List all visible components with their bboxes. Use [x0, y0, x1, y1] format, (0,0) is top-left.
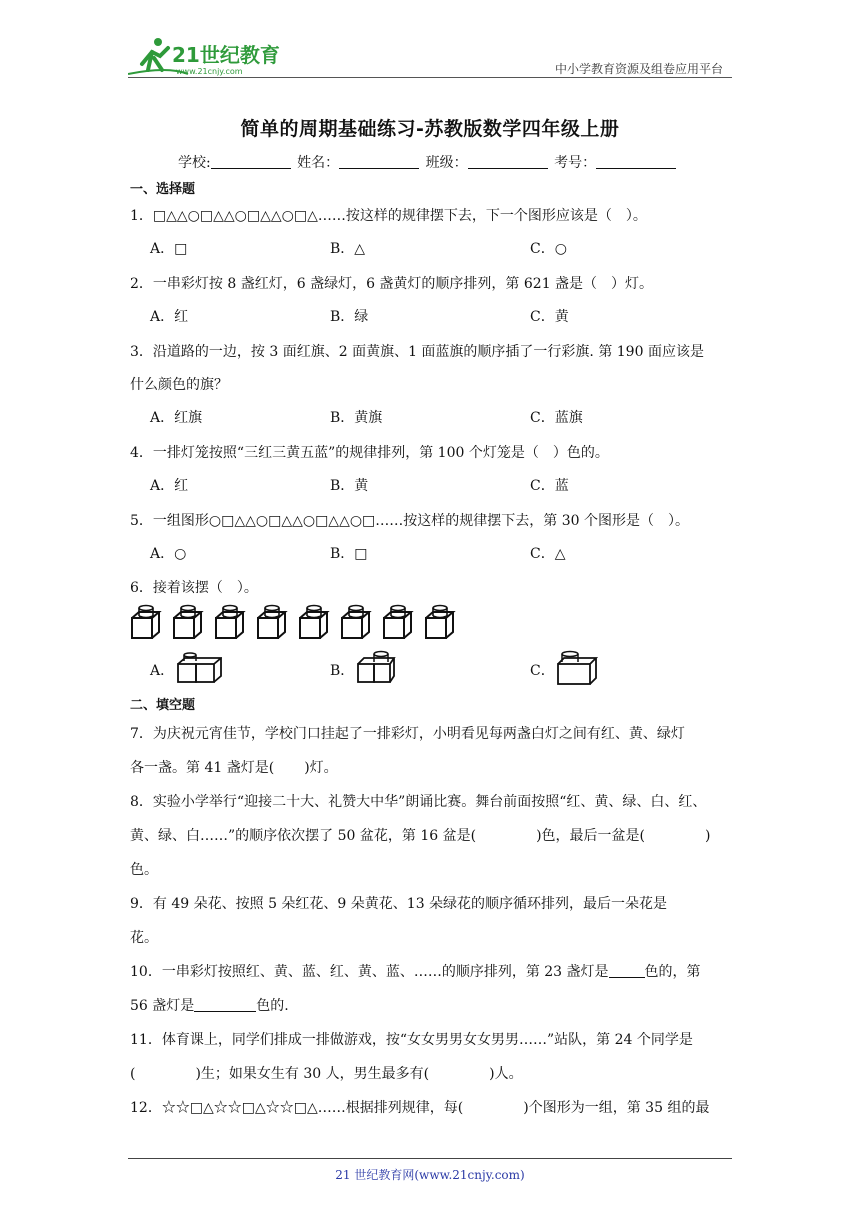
- page-title: 简单的周期基础练习-苏教版数学四年级上册: [240, 118, 620, 140]
- q2-option-c[interactable]: C．黄: [530, 309, 569, 325]
- student-info: [178, 152, 678, 172]
- question-12-line-1: 12．☆☆□△☆☆□△☆☆□△……根据排列规律，每( )个图形为一组，第 35 组的最: [130, 1100, 710, 1116]
- q6-option-b[interactable]: B．: [330, 663, 355, 679]
- q6-pattern-figure: [130, 602, 470, 640]
- question-8-line-1: 8．实验小学举行“迎接二十大、礼赞大中华”朗诵比赛。舞台前面按照“红、黄、绿、白、红、: [130, 794, 707, 810]
- question-8-line-2: 黄、绿、白……”的顺序依次摆了 50 盆花，第 16 盆是( )色，最后一盆是( ): [130, 828, 711, 844]
- q1-option-c[interactable]: C．○: [530, 241, 567, 257]
- footer-divider: [128, 1158, 732, 1159]
- q6-option-b-figure[interactable]: [356, 650, 396, 686]
- class-label: 班级：: [425, 155, 468, 171]
- name-field[interactable]: [339, 154, 419, 169]
- logo-url: www.21cnjy.com: [176, 67, 243, 76]
- q6-option-c[interactable]: C．: [530, 663, 555, 679]
- q4-option-c[interactable]: C．蓝: [530, 478, 569, 494]
- class-field[interactable]: [468, 154, 548, 169]
- section-heading-choice: 一、选择题: [130, 182, 196, 197]
- section-heading-fill: 二、填空题: [130, 698, 196, 713]
- q3-option-a[interactable]: A．红旗: [150, 410, 203, 426]
- question-10-line-1: 10．一串彩灯按照红、黄、蓝、红、黄、蓝、……的顺序排列，第 23 盏灯是 色的，第: [130, 964, 701, 980]
- q2-option-b[interactable]: B．绿: [330, 309, 369, 325]
- question-2: 2．一串彩灯按 8 盏红灯，6 盏绿灯，6 盏黄灯的顺序排列，第 621 盏是（ ）灯。: [130, 276, 654, 292]
- q1-option-b[interactable]: B．△: [330, 241, 366, 257]
- q5-option-a[interactable]: A．○: [150, 546, 187, 562]
- question-4: 4．一排灯笼按照“三红三黄五蓝”的规律排列，第 100 个灯笼是（ ）色的。: [130, 445, 609, 461]
- question-7-line-2: 各一盏。第 41 盏灯是( )灯。: [130, 760, 338, 776]
- q5-option-b[interactable]: B．□: [330, 546, 368, 562]
- logo-text: 21世纪教育: [172, 43, 280, 67]
- q2-option-a[interactable]: A．红: [150, 309, 189, 325]
- q6-option-a-figure[interactable]: [176, 652, 222, 686]
- q1-option-a[interactable]: A．□: [150, 241, 188, 257]
- q4-option-a[interactable]: A．红: [150, 478, 189, 494]
- q3-option-b[interactable]: B．黄旗: [330, 410, 383, 426]
- name-label: 姓名：: [297, 155, 340, 171]
- question-9-line-2: 花。: [130, 930, 158, 946]
- footer-text[interactable]: 21 世纪教育网(www.21cnjy.com): [335, 1168, 525, 1182]
- question-8-line-3: 色。: [130, 862, 158, 878]
- question-11-line-1: 11．体育课上，同学们排成一排做游戏，按“女女男男女女男男……”站队，第 24 个同学是: [130, 1032, 693, 1048]
- q10-answer-blank-2[interactable]: [194, 997, 256, 1012]
- q4-option-b[interactable]: B．黄: [330, 478, 369, 494]
- question-7-line-1: 7．为庆祝元宵佳节，学校门口挂起了一排彩灯，小明看见每两盏白灯之间有红、黄、绿灯: [130, 726, 685, 742]
- header-divider: [128, 77, 732, 78]
- exam-no-field[interactable]: [596, 154, 676, 169]
- question-1: 1．□△△○□△△○□△△○□△……按这样的规律摆下去，下一个图形应该是（ ）。: [130, 208, 647, 224]
- question-3-line-1: 3．沿道路的一边，按 3 面红旗、2 面黄旗、1 面蓝旗的顺序插了一行彩旗. 第 190 面应该是: [130, 344, 704, 360]
- question-10-line-2: 56 盏灯是 色的.: [130, 998, 289, 1014]
- q3-option-c[interactable]: C．蓝旗: [530, 410, 583, 426]
- q10-answer-blank-1[interactable]: [609, 963, 645, 978]
- site-logo: [128, 34, 288, 78]
- q6-option-c-figure[interactable]: [556, 650, 598, 686]
- school-label: 学校:: [178, 155, 211, 171]
- question-11-line-2: ( )生；如果女生有 30 人，男生最多有( )人。: [130, 1066, 523, 1082]
- q5-option-c[interactable]: C．△: [530, 546, 566, 562]
- question-9-line-1: 9．有 49 朵花、按照 5 朵红花、9 朵黄花、13 朵绿花的顺序循环排列，最后一朵花是: [130, 896, 668, 912]
- platform-name: 中小学教育资源及组卷应用平台: [554, 62, 723, 76]
- q6-option-a[interactable]: A．: [150, 663, 175, 679]
- school-field[interactable]: [211, 154, 291, 169]
- exam-no-label: 考号：: [554, 155, 597, 171]
- question-6: 6．接着该摆（ ）。: [130, 580, 258, 596]
- question-5: 5．一组图形○□△△○□△△○□△△○□……按这样的规律摆下去，第 30 个图形是（ ）。: [130, 513, 689, 529]
- question-3-line-2: 什么颜色的旗？: [130, 377, 228, 393]
